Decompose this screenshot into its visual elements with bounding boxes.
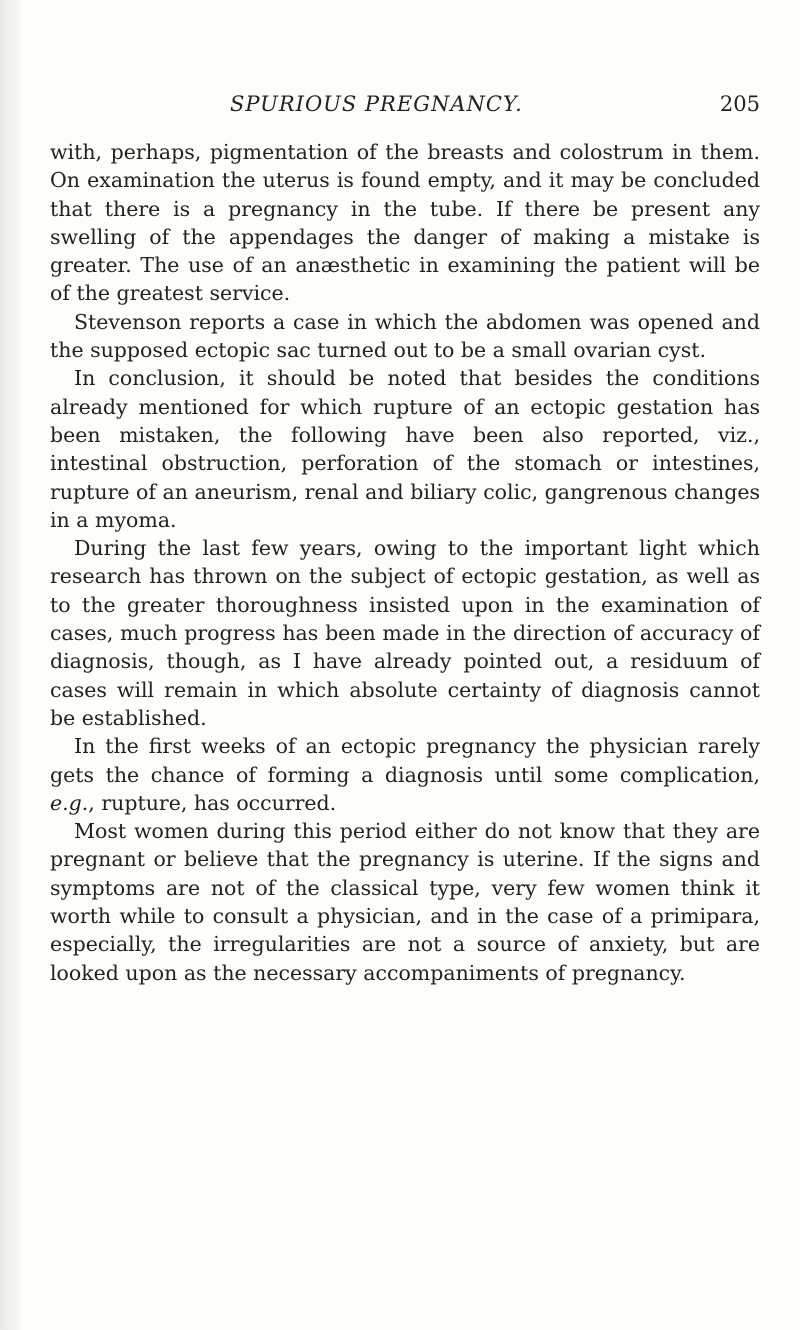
paragraph-2: Stevenson reports a case in which the abdomen was opened and the supposed ectopic sac turned out to be a small ovarian cyst. (50, 309, 760, 363)
paragraph-5 (50, 732, 760, 817)
paragraph-5-text-before: In the first weeks of an ectopic pregnancy the physician rarely gets the chance of forming a diagnosis until some complication, (50, 734, 760, 787)
body-text (50, 138, 760, 987)
page-gutter-shadow (0, 0, 22, 1330)
paragraph-4: During the last few years, owing to the important light which research has thrown on the subject of ectopic gestation, as well as to the greater thoroughness insisted upon in the examination of cases, much progress has been made in the direction of accuracy of diagnosis, though, as I have already pointed out, a residuum of cases will remain in which absolute certainty of diagnosis cannot be established. (50, 536, 760, 730)
paragraph-3: In conclusion, it should be noted that besides the conditions already mentioned for which rupture of an ectopic gestation has been mistaken, the following have been also reported, viz., intestinal obstruction, perforation of the stomach or intestines, rupture of an aneurism, renal and biliary colic, gangrenous changes in a myoma. (50, 366, 760, 532)
running-title: SPURIOUS PREGNANCY. (230, 92, 523, 116)
page-number: 205 (719, 92, 760, 116)
paragraph-5-text-after: , rupture, has occurred. (88, 790, 337, 815)
paragraph-5-italic: e.g. (50, 790, 89, 815)
page-header (230, 92, 760, 126)
paragraph-1: with, perhaps, pigmentation of the breasts and colostrum in them. On examination the uterus is found empty, and it may be concluded that there is a pregnancy in the tube. If there be present any swelling of the appendages the danger of making a mistake is greater. The use of an anæsthetic in examining the patient will be of the greatest service. (50, 140, 760, 306)
paragraph-6: Most women during this period either do not know that they are pregnant or believe that the pregnancy is uterine. If the signs and symptoms are not of the classical type, very few women think it worth while to consult a physician, and in the case of a primipara, especially, the irregularities are not a source of anxiety, but are looked upon as the necessary accompaniments of pregnancy. (50, 819, 760, 985)
